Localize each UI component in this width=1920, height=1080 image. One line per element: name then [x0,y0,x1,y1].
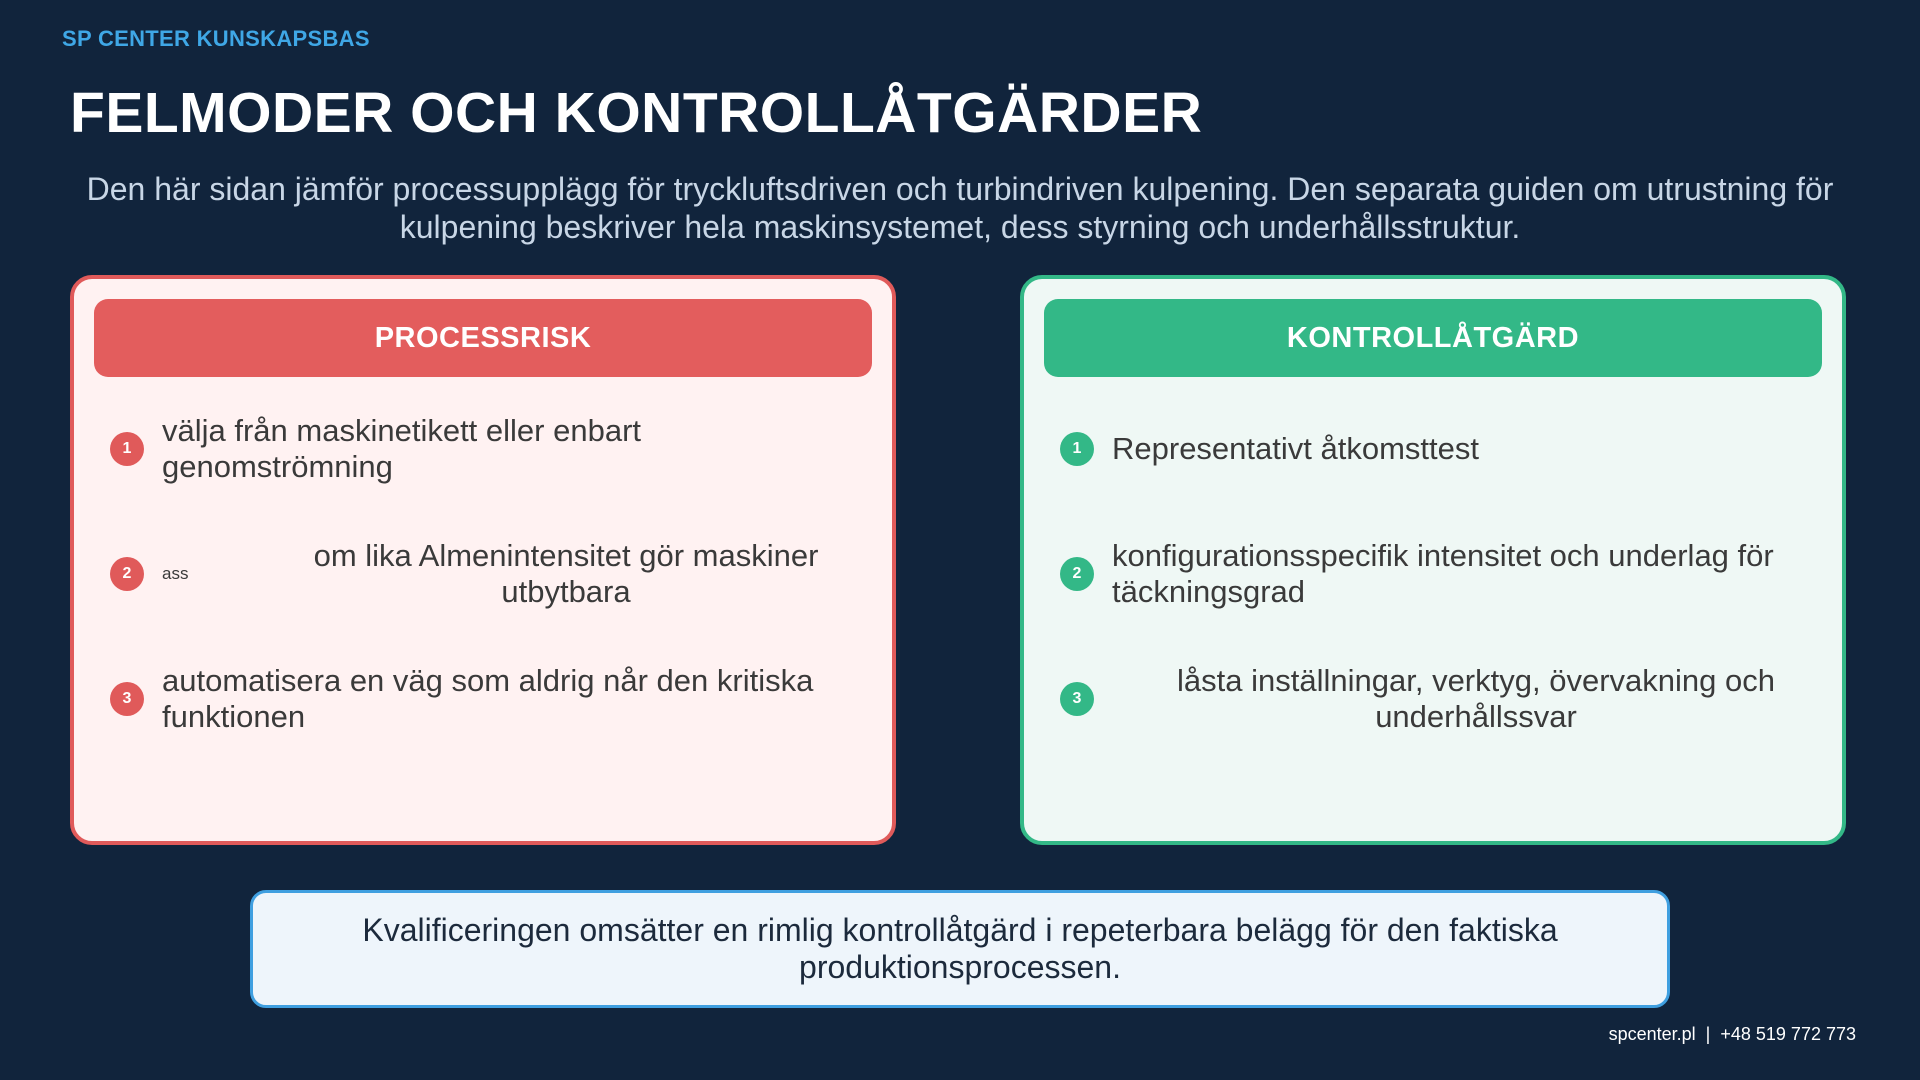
brand-label: SP CENTER KUNSKAPSBAS [62,26,370,51]
risk-item-note: ass [162,564,189,583]
control-item [1060,659,1812,739]
risk-item [110,534,862,614]
risk-item-text: automatisera en väg som aldrig når den kritiska funktionen [162,663,814,734]
process-risk-header: PROCESSRISK [94,299,872,377]
summary-text: Kvalificeringen omsätter en rimlig kontrollåtgärd i repeterbara belägg för den faktiska produktionsprocessen. [362,912,1558,985]
number-badge: 2 [110,557,144,591]
process-risk-card [70,275,896,845]
control-item-text: låsta inställningar, verktyg, övervakning och underhållssvar [1177,663,1775,734]
contact-info: spcenter.pl | +48 519 772 773 [1608,1024,1856,1044]
control-item [1060,534,1812,614]
summary-box [250,890,1670,1008]
risk-item [110,659,862,739]
control-item-text: Representativt åtkomsttest [1112,431,1479,466]
number-badge: 3 [1060,682,1094,716]
intro-text: Den här sidan jämför processupplägg för tryckluftsdriven och turbindriven kulpening. Den separata guiden om utrustning för kulpening beskriver hela maskinsystemet, dess styrning och underhållsstruktur. [86,171,1834,245]
control-measure-header: KONTROLLÅTGÄRD [1044,299,1822,377]
number-badge: 1 [1060,432,1094,466]
risk-item-text: välja från maskinetikett eller enbart genomströmning [162,413,642,484]
control-measure-card [1020,275,1846,845]
control-item [1060,409,1812,489]
page-title: FELMODER OCH KONTROLLÅTGÄRDER [70,81,1203,145]
risk-item-text: om lika Almenintensitet gör maskiner utbytbara [313,538,819,609]
control-item-text: konfigurationsspecifik intensitet och underlag för täckningsgrad [1112,538,1774,609]
number-badge: 2 [1060,557,1094,591]
number-badge: 1 [110,432,144,466]
number-badge: 3 [110,682,144,716]
risk-item [110,409,862,489]
